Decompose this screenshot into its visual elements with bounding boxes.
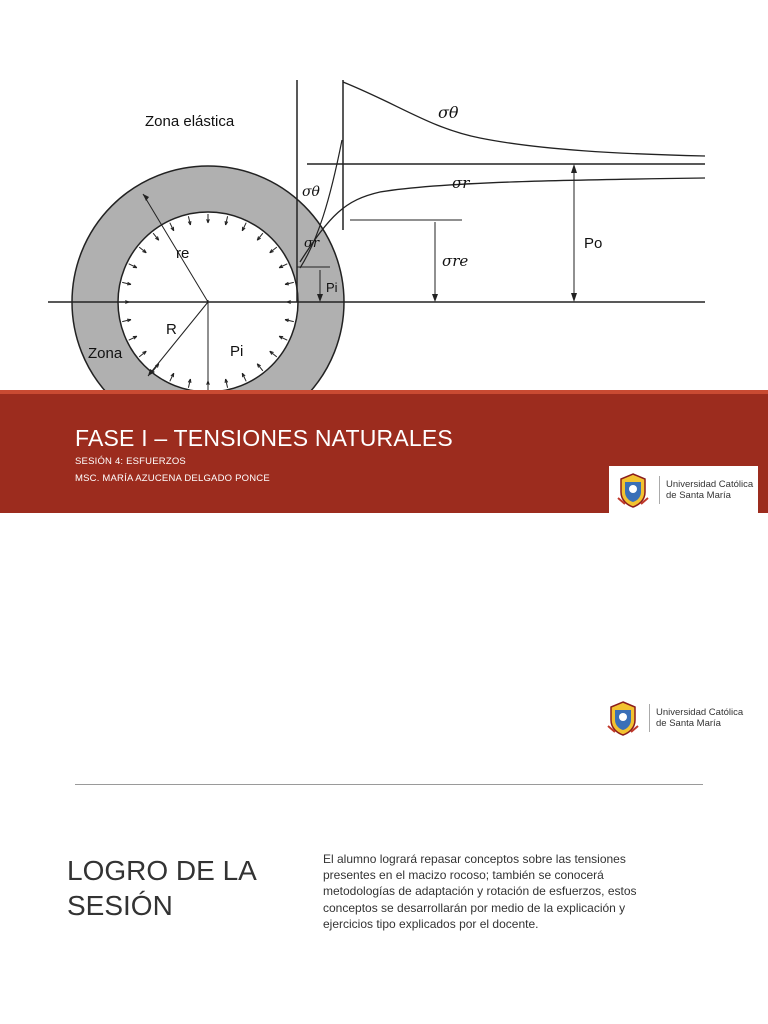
university-name: Universidad Católica de Santa María bbox=[656, 707, 744, 729]
logro-heading: LOGRO DE LA SESIÓN bbox=[67, 855, 256, 921]
label-elastic-zone: Zona elástica bbox=[145, 113, 235, 130]
university-name: Universidad Católica de Santa María bbox=[666, 479, 754, 501]
university-crest-icon bbox=[603, 698, 643, 738]
logro-description: El alumno logrará repasar conceptos sobre las tensiones presentes en el macizo rocoso; también se conocerá metodologías de adaptación y rotación de esfuerzos, estos conceptos se desarrollarán por medio de la explicación y ejercicios tipo explicados por el docente. bbox=[323, 852, 637, 931]
label-pi-axis: Pi bbox=[326, 280, 338, 295]
label-sigma-r-curve: σr bbox=[452, 174, 470, 192]
instructor-name: MSC. MARÍA AZUCENA DELGADO PONCE bbox=[75, 473, 270, 484]
pressure-arrow-head bbox=[225, 221, 226, 225]
section-divider bbox=[75, 784, 703, 785]
pressure-arrow-head bbox=[127, 284, 131, 285]
university-logo bbox=[609, 466, 758, 514]
pressure-arrow-head bbox=[285, 319, 289, 320]
label-R: R bbox=[166, 321, 177, 338]
university-crest-icon bbox=[613, 470, 653, 510]
label-sigma-theta-curve: σθ bbox=[438, 103, 459, 122]
label-sigma-re: σre bbox=[442, 252, 469, 270]
label-po: Po bbox=[584, 235, 603, 252]
presentation-title: FASE I – TENSIONES NATURALES bbox=[75, 425, 453, 451]
stress-diagram bbox=[0, 0, 768, 395]
label-sigma-r-small: σr bbox=[304, 236, 320, 251]
label-re: re bbox=[176, 245, 190, 262]
pressure-arrow-head bbox=[190, 379, 191, 383]
university-logo-slide2 bbox=[599, 694, 749, 742]
label-sigma-theta-small: σθ bbox=[302, 184, 320, 200]
logo-divider bbox=[659, 476, 660, 504]
label-zone: Zona bbox=[88, 345, 123, 362]
session-label: SESIÓN 4: ESFUERZOS bbox=[75, 456, 186, 467]
logo-divider bbox=[649, 704, 650, 732]
label-pi-center: Pi bbox=[230, 343, 244, 360]
